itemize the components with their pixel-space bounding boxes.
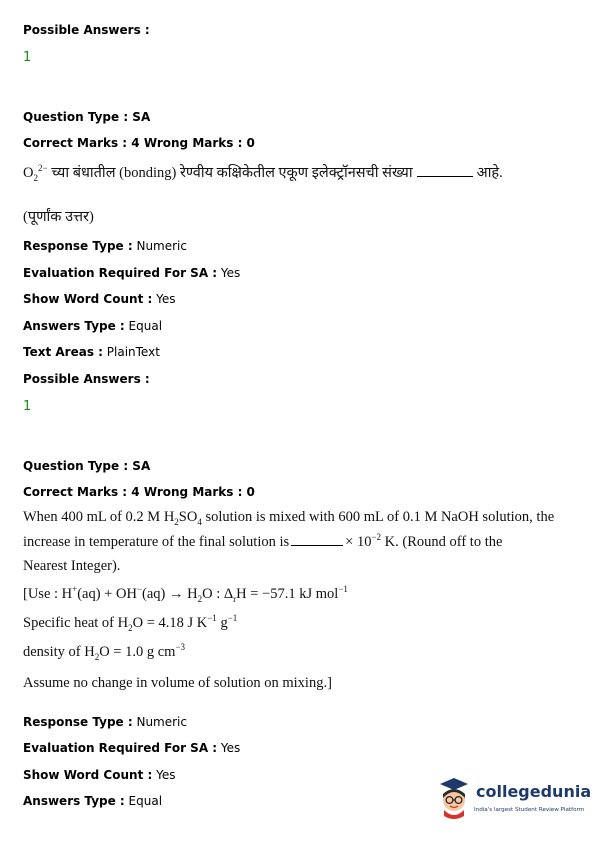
q-line-1-a: When 400 mL of 0.2 M H (23, 509, 175, 525)
q-line-2-a: increase in temperature of the final solution is (23, 534, 290, 550)
word-count-value: Yes (152, 292, 176, 306)
q-line-2-b: × 10 (345, 534, 372, 550)
sub-2c: 2 (128, 622, 133, 633)
word-count-label-2: Show Word Count : (23, 768, 153, 782)
q-line-2-exp: −2 (371, 532, 382, 543)
eval-required-2 (23, 741, 240, 755)
assume-line: Assume no change in volume of solution on mixing.] (23, 675, 332, 691)
question-note: (पूर्णांक उत्तर) (23, 209, 94, 225)
word-count-label: Show Word Count : (23, 292, 153, 306)
question-prefix: O (23, 165, 34, 181)
eval-label-2: Evaluation Required For SA : (23, 741, 218, 755)
possible-answers-value-2: 1 (23, 399, 32, 414)
use-e: H = −57.1 kJ mol (236, 586, 339, 602)
q-line-1-b: solution is mixed with 600 mL of 0.1 M NaOH solution, the (201, 509, 555, 525)
possible-answers-label: Possible Answers : (23, 23, 150, 37)
logo-name: collegedunia (476, 782, 592, 801)
use-b: (aq) + OH (77, 586, 137, 602)
answers-type-2 (23, 794, 162, 808)
sub-4: 4 (197, 516, 202, 527)
response-type-label-2: Response Type : (23, 715, 133, 729)
marks-label-2: Correct Marks : 4 Wrong Marks : 0 (23, 485, 255, 499)
sub-2d: 2 (94, 651, 100, 662)
minus-sup: − (136, 584, 143, 595)
text-areas-value: PlainText (102, 345, 160, 359)
heat-line (23, 615, 237, 632)
response-type-label: Response Type : (23, 239, 133, 253)
question-type-label: Question Type : SA (23, 110, 151, 124)
response-type-value: Numeric (132, 239, 187, 253)
response-type-value-2: Numeric (132, 715, 187, 729)
eval-value-2: Yes (217, 741, 241, 755)
heat-b: O = 4.18 J K (132, 615, 208, 631)
word-count-value-2: Yes (152, 768, 176, 782)
sub-r: r (233, 593, 237, 604)
heat-exp-1: −1 (207, 613, 217, 624)
answer-blank (417, 176, 473, 177)
answers-type (23, 319, 162, 333)
use-line (23, 586, 348, 603)
eval-value: Yes (217, 266, 241, 280)
question-sub: 2 (33, 172, 38, 183)
text-areas (23, 345, 160, 359)
answer-blank-2 (291, 545, 343, 546)
collegedunia-logo (434, 776, 592, 826)
possible-answers-label-2: Possible Answers : (23, 372, 150, 386)
q-line-3: Nearest Integer). (23, 558, 121, 574)
density-line (23, 644, 185, 661)
word-count (23, 292, 175, 306)
question-suffix: आहे. (476, 165, 503, 181)
logo-tagline: India's largest Student Review Platform (474, 807, 585, 813)
possible-answers-value: 1 (23, 50, 32, 65)
density-a: density of H (23, 644, 95, 660)
use-exp: −1 (338, 584, 348, 595)
sub-2b: 2 (197, 593, 203, 604)
question-text (23, 162, 503, 182)
answers-type-label: Answers Type : (23, 319, 125, 333)
q-line-2-c: K. (Round off to the (381, 534, 503, 550)
heat-exp-2: −1 (227, 613, 238, 624)
question-body: च्या बंधातील (bonding) रेण्वीय कक्षिकेतील एकूण इलेक्ट्रॉनसची संख्या (47, 165, 413, 181)
response-type (23, 239, 187, 253)
density-b: O = 1.0 g cm (99, 644, 176, 660)
density-exp: −3 (175, 642, 186, 653)
answers-type-value: Equal (124, 319, 163, 333)
answers-type-value-2: Equal (124, 794, 163, 808)
marks-label: Correct Marks : 4 Wrong Marks : 0 (23, 136, 255, 150)
eval-label: Evaluation Required For SA : (23, 266, 218, 280)
use-c: (aq) → H (142, 586, 198, 602)
answers-type-label-2: Answers Type : (23, 794, 125, 808)
use-a: [Use : H (23, 586, 73, 602)
sub-2: 2 (174, 516, 179, 527)
so-text: SO (178, 509, 198, 525)
eval-required (23, 266, 240, 280)
heat-c: g (216, 615, 228, 631)
word-count-2 (23, 768, 175, 782)
question-sup: 2− (37, 163, 48, 174)
text-areas-label: Text Areas : (23, 345, 103, 359)
mascot-icon (434, 776, 474, 822)
q-line-2 (23, 534, 502, 551)
q-line-1 (23, 509, 554, 526)
response-type-2 (23, 715, 187, 729)
heat-a: Specific heat of H (23, 615, 129, 631)
use-d: O : Δ (202, 586, 234, 602)
plus-sup: + (72, 584, 78, 595)
question-type-label-2: Question Type : SA (23, 459, 151, 473)
